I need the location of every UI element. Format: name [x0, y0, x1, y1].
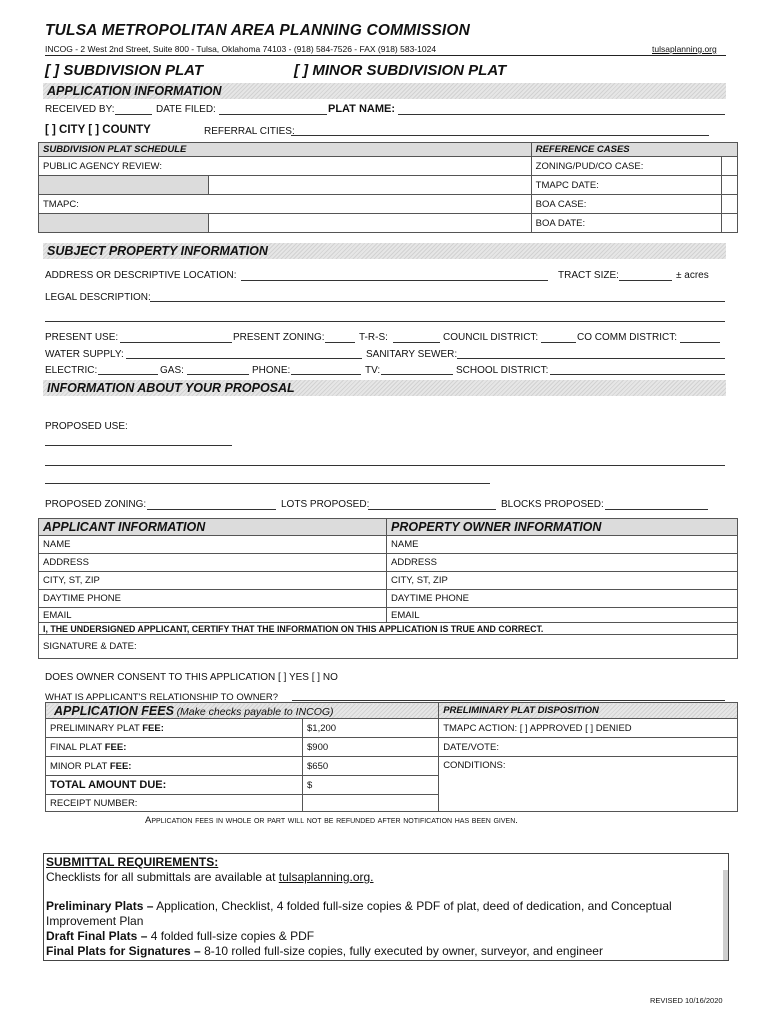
phone-line[interactable]	[291, 374, 361, 375]
applicant-email-field[interactable]: EMAIL	[39, 608, 387, 623]
present-zoning-line[interactable]	[325, 342, 355, 343]
minor-plat-fee-amount: $650	[303, 757, 439, 776]
preliminary-plat-fee-amount: $1,200	[303, 719, 439, 738]
referral-cities-line[interactable]	[291, 135, 709, 136]
fees-payable-note: (Make checks payable to INCOG)	[176, 705, 334, 718]
tmapc-value[interactable]	[209, 214, 532, 233]
disposition-heading: PRELIMINARY PLAT DISPOSITION	[439, 703, 738, 719]
applicant-information-heading: APPLICANT INFORMATION	[39, 519, 387, 536]
public-agency-review-cell[interactable]: PUBLIC AGENCY REVIEW:	[39, 157, 532, 176]
public-agency-review-value[interactable]	[209, 176, 532, 195]
school-district-line[interactable]	[550, 374, 725, 375]
minor-subdivision-plat-checkbox[interactable]: [ ] MINOR SUBDIVISION PLAT	[294, 62, 507, 79]
plat-name-label: PLAT NAME:	[328, 103, 396, 115]
owner-email-field[interactable]: EMAIL	[387, 608, 738, 623]
legal-description-label: LEGAL DESCRIPTION:	[45, 292, 151, 303]
total-amount-value[interactable]: $	[303, 776, 439, 795]
tmapc-cell[interactable]: TMAPC:	[39, 195, 532, 214]
draft-final-plats-line	[46, 929, 314, 943]
draft-final-plats-text: 4 folded full-size copies & PDF	[150, 929, 315, 943]
legal-description-line-2[interactable]	[45, 321, 725, 322]
signature-date-field[interactable]: SIGNATURE & DATE:	[39, 635, 738, 659]
tmapc-date-value[interactable]	[721, 176, 737, 195]
final-plat-fee-amount: $900	[303, 738, 439, 757]
subject-property-heading: SUBJECT PROPERTY INFORMATION	[43, 243, 726, 259]
submittal-box-shadow	[723, 870, 728, 960]
proposed-use-line-3[interactable]	[45, 483, 490, 484]
applicant-address-field[interactable]: ADDRESS	[39, 554, 387, 572]
boa-case-cell: BOA CASE:	[531, 195, 721, 214]
application-fees-heading: APPLICATION FEES	[54, 703, 174, 718]
electric-label: ELECTRIC:	[45, 365, 98, 376]
co-comm-district-label: CO COMM DISTRICT:	[577, 332, 677, 343]
reference-cases-header: REFERENCE CASES	[531, 143, 737, 157]
header-rule	[45, 55, 726, 56]
proposed-use-line[interactable]	[45, 445, 232, 446]
application-fees-header	[46, 703, 439, 719]
subdivision-plat-checkbox[interactable]: [ ] SUBDIVISION PLAT	[45, 62, 204, 79]
preliminary-plats-text-2: Improvement Plan	[46, 914, 144, 928]
application-information-heading: APPLICATION INFORMATION	[43, 83, 726, 99]
refund-note: Application fees in whole or part will not be refunded after notification has been given.	[145, 815, 518, 826]
relationship-label: WHAT IS APPLICANT'S RELATIONSHIP TO OWNER?	[45, 692, 279, 703]
checklists-line	[46, 870, 374, 884]
relationship-line[interactable]	[292, 700, 725, 701]
boa-date-cell: BOA DATE:	[531, 214, 721, 233]
present-use-line[interactable]	[120, 342, 232, 343]
plat-name-line[interactable]	[398, 114, 725, 115]
proposal-heading: INFORMATION ABOUT YOUR PROPOSAL	[43, 380, 726, 396]
minor-plat-fee-label: MINOR PLAT FEE:	[46, 757, 303, 776]
final-plat-fee-label: FINAL PLAT FEE:	[46, 738, 303, 757]
water-supply-label: WATER SUPPLY:	[45, 349, 124, 360]
address-location-label: ADDRESS OR DESCRIPTIVE LOCATION:	[45, 270, 237, 281]
council-district-label: COUNCIL DISTRICT:	[443, 332, 539, 343]
tmapc-date-cell: TMAPC DATE:	[531, 176, 721, 195]
lots-proposed-line[interactable]	[368, 509, 496, 510]
phone-label: PHONE:	[252, 365, 291, 376]
final-plats-signatures-line	[46, 944, 603, 958]
date-vote-field[interactable]: DATE/VOTE:	[439, 738, 738, 757]
tract-size-line[interactable]	[619, 280, 672, 281]
certification-statement: I, THE UNDERSIGNED APPLICANT, CERTIFY THAT THE INFORMATION ON THIS APPLICATION IS TRUE AND CORRECT.	[39, 623, 738, 635]
gas-line[interactable]	[187, 374, 249, 375]
received-by-line[interactable]	[115, 114, 152, 115]
preliminary-plats-label: Preliminary Plats –	[46, 899, 154, 913]
form-title: TULSA METROPOLITAN AREA PLANNING COMMISSION	[45, 22, 471, 39]
receipt-number-value[interactable]	[303, 795, 439, 812]
sanitary-sewer-label: SANITARY SEWER:	[366, 349, 458, 360]
tv-line[interactable]	[381, 374, 453, 375]
checklists-prefix: Checklists for all submittals are available at	[46, 870, 276, 884]
present-use-label: PRESENT USE:	[45, 332, 119, 343]
city-county-checkbox[interactable]: [ ] CITY [ ] COUNTY	[45, 124, 151, 136]
acres-label: ± acres	[676, 270, 709, 281]
zoning-case-value[interactable]	[721, 157, 737, 176]
preliminary-plats-text: Application, Checklist, 4 folded full-size copies & PDF of plat, deed of dedication, and Conceptual	[156, 899, 672, 913]
owner-name-field[interactable]: NAME	[387, 536, 738, 554]
fees-disposition-table	[45, 702, 738, 812]
electric-line[interactable]	[98, 374, 158, 375]
proposed-zoning-label: PROPOSED ZONING:	[45, 499, 147, 510]
applicant-owner-table	[38, 518, 738, 659]
checklists-link[interactable]: tulsaplanning.org.	[278, 870, 374, 884]
boa-date-value[interactable]	[721, 214, 737, 233]
owner-phone-field[interactable]: DAYTIME PHONE	[387, 590, 738, 608]
present-zoning-label: PRESENT ZONING:	[233, 332, 325, 343]
public-agency-review-date[interactable]	[39, 176, 209, 195]
co-comm-district-line[interactable]	[680, 342, 720, 343]
school-district-label: SCHOOL DISTRICT:	[456, 365, 549, 376]
blocks-proposed-label: BLOCKS PROPOSED:	[501, 499, 604, 510]
website-link[interactable]: tulsaplanning.org	[652, 44, 717, 54]
date-filed-label: DATE FILED:	[156, 104, 216, 115]
trs-label: T-R-S:	[359, 332, 388, 343]
tmapc-date-entry[interactable]	[39, 214, 209, 233]
proposed-use-label: PROPOSED USE:	[45, 421, 128, 432]
draft-final-plats-label: Draft Final Plats –	[46, 929, 148, 943]
proposed-zoning-line[interactable]	[147, 509, 276, 510]
sanitary-sewer-line[interactable]	[457, 358, 725, 359]
applicant-phone-field[interactable]: DAYTIME PHONE	[39, 590, 387, 608]
final-plats-signatures-label: Final Plats for Signatures –	[46, 944, 201, 958]
property-owner-heading: PROPERTY OWNER INFORMATION	[387, 519, 738, 536]
submittal-heading: SUBMITTAL REQUIREMENTS:	[46, 855, 219, 869]
owner-consent-checkbox[interactable]: DOES OWNER CONSENT TO THIS APPLICATION [ ] YES [ ] NO	[45, 672, 338, 683]
final-plats-signatures-text: 8-10 rolled full-size copies, fully executed by owner, surveyor, and engineer	[204, 944, 603, 958]
agency-address: INCOG - 2 West 2nd Street, Suite 800 - Tulsa, Oklahoma 74103 - (918) 584-7526 - FAX (918) 583-1024	[45, 44, 437, 54]
gas-label: GAS:	[160, 365, 184, 376]
preliminary-plats-line	[46, 899, 672, 913]
tract-size-label: TRACT SIZE:	[558, 270, 619, 281]
conditions-field[interactable]: CONDITIONS:	[439, 757, 738, 812]
legal-description-line[interactable]	[150, 301, 725, 302]
boa-case-value[interactable]	[721, 195, 737, 214]
schedule-header: SUBDIVISION PLAT SCHEDULE	[39, 143, 532, 157]
address-location-line[interactable]	[241, 280, 548, 281]
received-by-label: RECEIVED BY:	[45, 104, 115, 115]
revised-date: REVISED 10/16/2020	[650, 996, 723, 1005]
trs-line[interactable]	[393, 342, 440, 343]
applicant-name-field[interactable]: NAME	[39, 536, 387, 554]
water-supply-line[interactable]	[126, 358, 362, 359]
applicant-city-field[interactable]: CITY, ST, ZIP	[39, 572, 387, 590]
tmapc-action-checkbox[interactable]: TMAPC ACTION: [ ] APPROVED [ ] DENIED	[439, 719, 738, 738]
council-district-line[interactable]	[541, 342, 576, 343]
tv-label: TV:	[365, 365, 381, 376]
proposed-use-line-2[interactable]	[45, 465, 725, 466]
owner-city-field[interactable]: CITY, ST, ZIP	[387, 572, 738, 590]
total-amount-label: TOTAL AMOUNT DUE:	[46, 776, 303, 795]
receipt-number-label: RECEIPT NUMBER:	[46, 795, 303, 812]
lots-proposed-label: LOTS PROPOSED:	[281, 499, 370, 510]
owner-address-field[interactable]: ADDRESS	[387, 554, 738, 572]
referral-cities-label: REFERRAL CITIES:	[204, 126, 295, 137]
zoning-case-cell: ZONING/PUD/CO CASE:	[531, 157, 721, 176]
preliminary-plat-fee-label: PRELIMINARY PLAT FEE:	[46, 719, 303, 738]
schedule-table	[38, 142, 738, 233]
date-filed-line[interactable]	[219, 114, 327, 115]
blocks-proposed-line[interactable]	[605, 509, 708, 510]
